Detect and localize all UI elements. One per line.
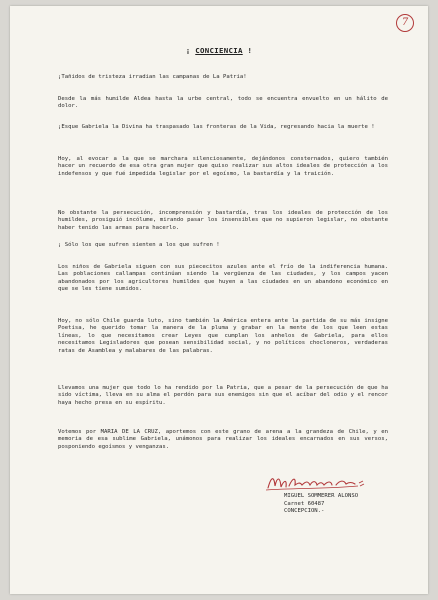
paragraph-ninos: Los niños de Gabriela siguen con sus piececitos azules ante el frío de la indiferencia humana. Las poblaciones callampas continúan siendo la vergüenza de las ciudades, y los campos yacen abandonados por los agricultores humildes que huyen a las ciudades en un abandono económico en que se les tiene sumidos. — [58, 263, 388, 293]
paragraph-sufren: ¡ Sólo los que sufren sienten a los que sufren ! — [58, 241, 220, 248]
paragraph-persecucion: No obstante la persecución, incomprensión y bastardía, tras los ideales de protección de los humildes, prosiguió incólume, mirando pasar los insensibles que no supieron legislar, no obstante haber tenido las armas para hacerlo. — [58, 209, 388, 231]
handwritten-signature — [262, 471, 372, 493]
paragraph-llevamos: Llevamos una mujer que todo lo ha rendido por la Patria, que a pesar de la persecución de que ha sido víctima, lleva en su alma el perdón para sus enemigos sin que el acíbar del odio y el rencor haya hecho presa en su espíritu. — [58, 384, 388, 406]
document-title — [10, 46, 428, 55]
paragraph-evocar: Hoy, al evocar a la que se marchara silenciosamente, dejándonos consternados, quiero también hacer un recuerdo de esa otra gran mujer que quiso realizar sus altos ideales de protección a los indefensos y que fué impedida legislar por el egoísmo, la bastardía y la traición. — [58, 155, 388, 177]
title-suffix: ! — [242, 46, 253, 55]
paragraph-intro: ¡Tañidos de tristeza irradian las campanas de La Patria! — [58, 73, 247, 80]
page-number: 7 — [396, 14, 414, 32]
signer-carnet: Carnet 60487 — [284, 500, 325, 507]
paragraph-votemos: Votemos por MARIA DE LA CRUZ, aportemos con este grano de arena a la grandeza de Chile, y en memoria de esa sublime Gabriela, unámonos para realizar los ideales encarnados en sus versos, posponiendo egoísmos y venganzas. — [58, 428, 388, 450]
typewritten-page — [10, 6, 428, 594]
title-prefix: ¡ — [185, 46, 196, 55]
title-word: CONCIENCIA — [195, 46, 243, 55]
paragraph-luto: Hoy, no sólo Chile guarda luto, sino también la América entera ante la partida de su más insigne Poetisa, he querido tomar la manera de la pluma y grabar en la mente de los que leen estas líneas, lo que necesitamos crear Leyes que cumplan los anhelos de Gabriela, para ellos necesitamos Legisladores que posean sensibilidad social, y no políticos chocloneros, verdaderas ratas de Asamblea y malabares de las palabras. — [58, 317, 388, 354]
signature-block — [262, 471, 392, 516]
paragraph-dolor: Desde la más humilde Aldea hasta la urbe central, todo se encuentra envuelto en un hálito de dolor. — [58, 95, 388, 110]
signer-city: CONCEPCION.- — [284, 508, 325, 515]
paragraph-gabriela: ¡Esque Gabriela la Divina ha traspasado las fronteras de la Vida, regresando hacia la muerte ! — [58, 123, 375, 130]
signer-name: MIGUEL SOMMERER ALONSO — [284, 493, 359, 499]
